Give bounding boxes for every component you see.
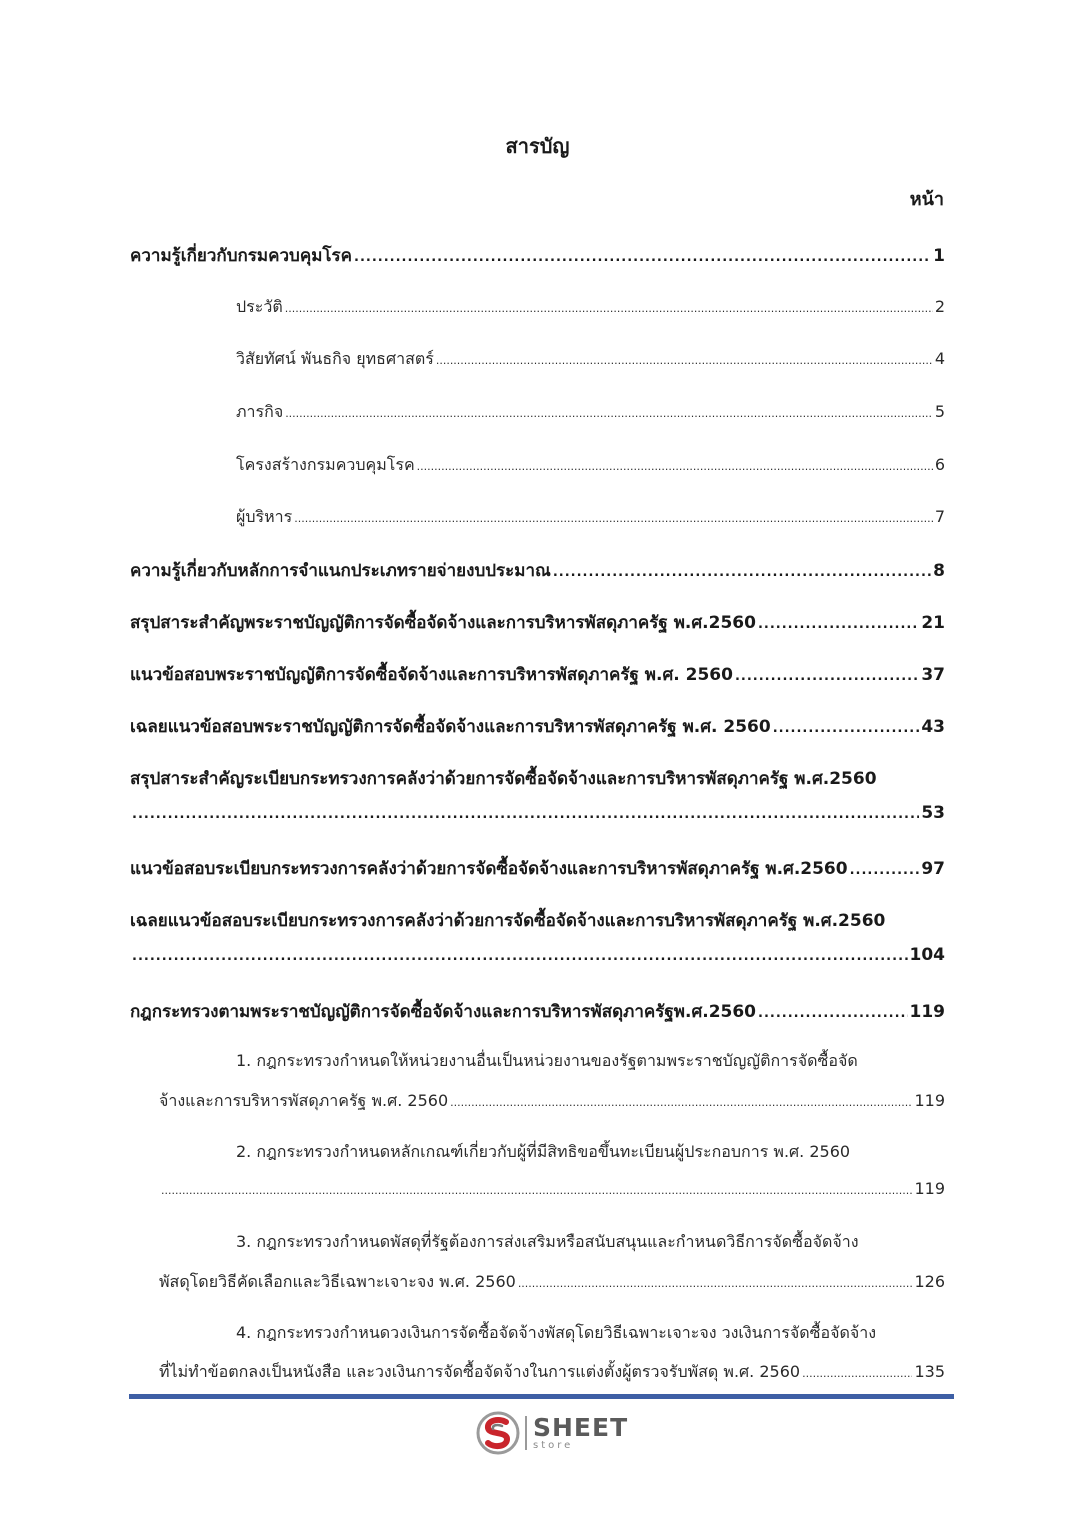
toc-leader-dots (553, 565, 931, 580)
toc-entry-page: 5 (934, 402, 945, 421)
toc-leader-dots (161, 1184, 912, 1197)
toc-subentry[interactable] (236, 453, 945, 478)
toc-subentry[interactable] (236, 400, 945, 425)
toc-entry-continuation[interactable] (130, 803, 945, 823)
toc-entry-label: กฎกระทรวงตามพระราชบัญญัติการจัดซื้อจัดจ้างและการบริหารพัสดุภาครัฐพ.ศ.2560 (130, 1002, 757, 1022)
toc-entry-page: 6 (934, 455, 945, 474)
toc-entry-page: 126 (914, 1272, 945, 1291)
toc-entry-page: 104 (909, 945, 945, 965)
footer-divider-bar (129, 1394, 954, 1399)
toc-entry-page: 135 (914, 1362, 945, 1381)
toc-entry-label[interactable]: เฉลยแนวข้อสอบระเบียบกระทรวงการคลังว่าด้วยการจัดซื้อจัดจ้างและการบริหารพัสดุภาครัฐ พ.ศ.2560 (130, 911, 886, 931)
logo-brand-subtext: store (533, 1440, 574, 1451)
toc-entry-continuation[interactable] (130, 945, 945, 965)
toc-entry-page: 4 (934, 349, 945, 368)
toc-entry-label: จ้างและการบริหารพัสดุภาครัฐ พ.ศ. 2560 (159, 1091, 449, 1110)
toc-entry-page: 43 (921, 717, 945, 737)
toc-entry[interactable] (130, 242, 945, 269)
toc-entry-page: 97 (921, 859, 945, 879)
toc-entry-page: 8 (933, 561, 945, 581)
toc-subentry[interactable] (159, 1360, 945, 1385)
toc-entry-label: สรุปสาระสำคัญพระราชบัญญัติการจัดซื้อจัดจ้างและการบริหารพัสดุภาครัฐ พ.ศ.2560 (130, 613, 756, 633)
toc-subentry[interactable] (159, 1270, 945, 1295)
toc-entry-label: แนวข้อสอบพระราชบัญญัติการจัดซื้อจัดจ้างและการบริหารพัสดุภาครัฐ พ.ศ. 2560 (130, 665, 733, 685)
toc-entry-label: พัสดุโดยวิธีคัดเลือกและวิธีเฉพาะเจาะจง พ.ศ. 2560 (159, 1272, 516, 1291)
toc-subentry[interactable] (159, 1089, 945, 1114)
toc-leader-dots (285, 407, 933, 420)
logo-separator (525, 1416, 527, 1450)
sheet-store-logo-icon (475, 1410, 521, 1456)
toc-leader-dots (132, 949, 908, 964)
toc-entry-page: 37 (921, 665, 945, 685)
toc-subentry[interactable] (236, 347, 945, 372)
toc-leader-dots (758, 1006, 907, 1021)
toc-entry-page: 119 (909, 1002, 945, 1022)
toc-subentry-label[interactable]: 4. กฎกระทรวงกำหนดวงเงินการจัดซื้อจัดจ้างพัสดุโดยวิธีเฉพาะเจาะจง วงเงินการจัดซื้อจัดจ้าง (236, 1323, 877, 1342)
toc-entry[interactable] (130, 661, 945, 688)
toc-entry-page: 119 (914, 1179, 945, 1198)
toc-leader-dots (758, 617, 919, 632)
toc-entry-label: ที่ไม่ทำข้อตกลงเป็นหนังสือ และวงเงินการจัดซื้อจัดจ้างในการแต่งตั้งผู้ตรวจรับพัสดุ พ.ศ. 2560 (159, 1362, 801, 1381)
toc-entry-label: วิสัยทัศน์ พันธกิจ ยุทธศาสตร์ (236, 349, 434, 368)
sheet-store-logo (475, 1410, 635, 1456)
toc-entry-page: 119 (914, 1091, 945, 1110)
toc-subentry-label[interactable]: 1. กฎกระทรวงกำหนดให้หน่วยงานอื่นเป็นหน่วยงานของรัฐตามพระราชบัญญัติการจัดซื้อจัด (236, 1051, 858, 1070)
toc-leader-dots (132, 807, 919, 822)
toc-entry-label: ผู้บริหาร (236, 507, 293, 526)
toc-entry-page: 53 (921, 803, 945, 823)
toc-subentry[interactable] (159, 1179, 945, 1198)
toc-entry[interactable] (130, 713, 945, 740)
toc-leader-dots (850, 863, 920, 878)
toc-subentry[interactable] (236, 505, 945, 530)
logo-wordmark (533, 1415, 628, 1451)
toc-entry-label: เฉลยแนวข้อสอบพระราชบัญญัติการจัดซื้อจัดจ้างและการบริหารพัสดุภาครัฐ พ.ศ. 2560 (130, 717, 771, 737)
toc-entry[interactable] (130, 998, 945, 1025)
toc-subentry[interactable] (236, 295, 945, 320)
logo-brand-text: SHEET (533, 1413, 629, 1442)
toc-leader-dots (518, 1277, 913, 1290)
toc-leader-dots (354, 250, 931, 265)
toc-entry-label: ความรู้เกี่ยวกับกรมควบคุมโรค (130, 246, 353, 266)
toc-entry-page: 21 (921, 613, 945, 633)
page-title: สารบัญ (505, 134, 570, 158)
toc-subentry-label[interactable]: 2. กฎกระทรวงกำหนดหลักเกณฑ์เกี่ยวกับผู้ที่มีสิทธิขอขึ้นทะเบียนผู้ประกอบการ พ.ศ. 2560 (236, 1142, 851, 1161)
toc-entry[interactable] (130, 557, 945, 584)
toc-entry-label[interactable]: สรุปสาระสำคัญระเบียบกระทรวงการคลังว่าด้วยการจัดซื้อจัดจ้างและการบริหารพัสดุภาครัฐ พ.ศ.2560 (130, 769, 877, 789)
toc-leader-dots (773, 721, 920, 736)
toc-entry-page: 1 (933, 246, 945, 266)
toc-entry-page: 7 (934, 507, 945, 526)
toc-subentry-label[interactable]: 3. กฎกระทรวงกำหนดพัสดุที่รัฐต้องการส่งเสริมหรือสนับสนุนและกำหนดวิธีการจัดซื้อจัดจ้าง (236, 1232, 859, 1251)
toc-leader-dots (294, 512, 933, 525)
toc-entry-page: 2 (934, 297, 945, 316)
toc-entry[interactable] (130, 609, 945, 636)
toc-entry-label: ความรู้เกี่ยวกับหลักการจำแนกประเภทรายจ่ายงบประมาณ (130, 561, 551, 581)
toc-leader-dots (735, 669, 919, 684)
toc-leader-dots (802, 1367, 912, 1380)
toc-leader-dots (417, 460, 933, 473)
toc-entry-label: ภารกิจ (236, 402, 284, 421)
page-column-header: หน้า (909, 189, 944, 210)
toc-entry-label: โครงสร้างกรมควบคุมโรค (236, 455, 415, 474)
toc-leader-dots (436, 354, 933, 367)
toc-entry-label: ประวัติ (236, 297, 283, 316)
toc-entry[interactable] (130, 855, 945, 882)
toc-entry-label: แนวข้อสอบระเบียบกระทรวงการคลังว่าด้วยการจัดซื้อจัดจ้างและการบริหารพัสดุภาครัฐ พ.ศ.2560 (130, 859, 848, 879)
toc-leader-dots (450, 1096, 912, 1109)
toc-leader-dots (285, 302, 933, 315)
